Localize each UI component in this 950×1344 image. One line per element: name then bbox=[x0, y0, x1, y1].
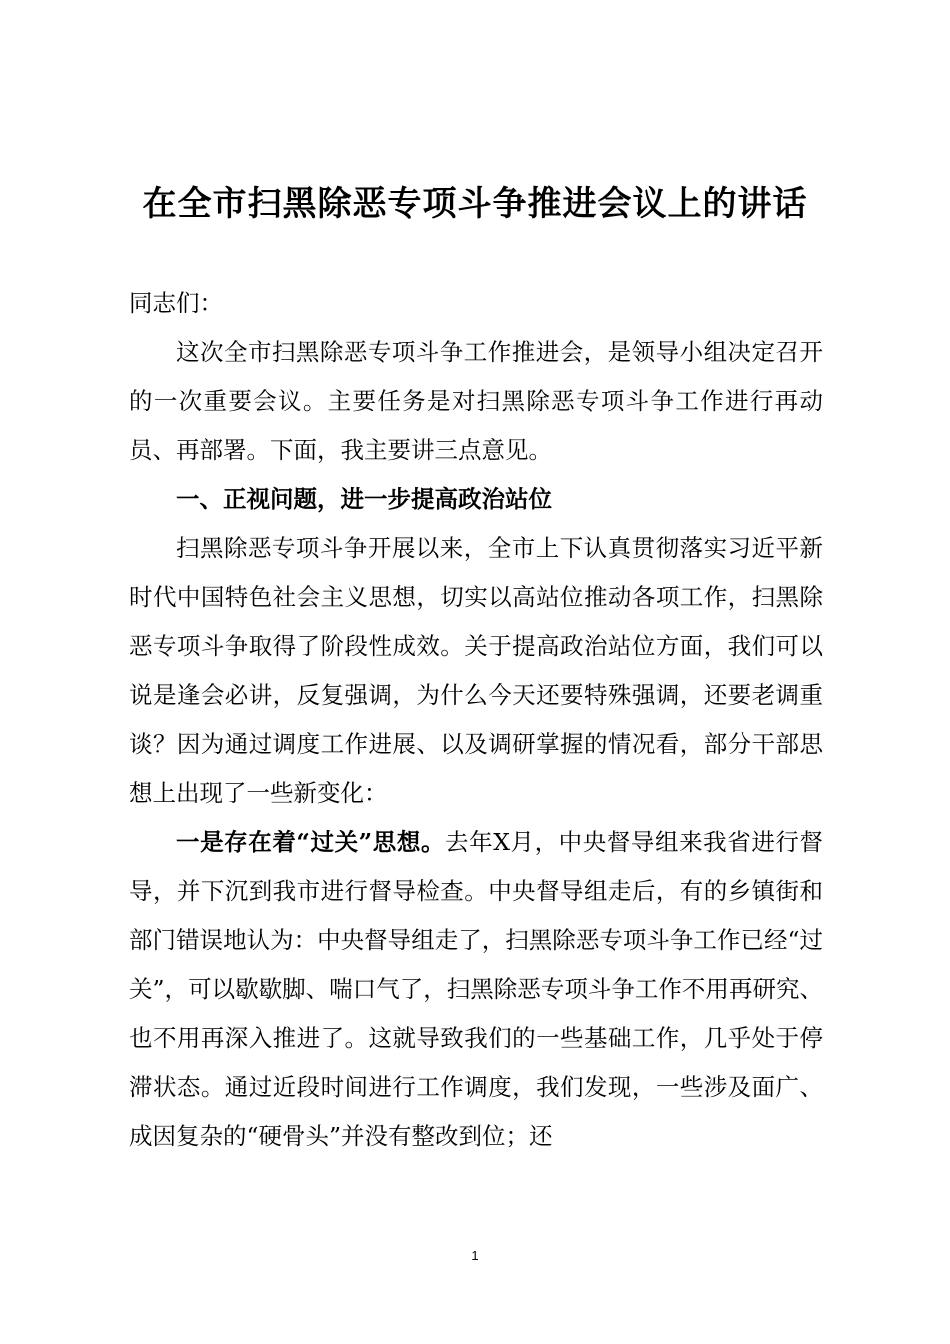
salutation: 同志们： bbox=[129, 289, 223, 317]
paragraph-lead: 一是存在着“过关”思想。 bbox=[176, 828, 446, 856]
intro-paragraph: 这次全市扫黑除恶专项斗争工作推进会，是领导小组决定召开的一次重要会议。主要任务是对扫黑除恶专项斗争工作进行再动员、再部署。下面，我主要讲三点意见。 bbox=[129, 338, 823, 464]
section-heading: 一、正视问题，进一步提高政治站位 bbox=[176, 485, 552, 513]
document-body bbox=[129, 279, 823, 1161]
page-number: 1 bbox=[471, 1248, 479, 1263]
body-paragraph: 扫黑除恶专项斗争开展以来，全市上下认真贯彻落实习近平新时代中国特色社会主义思想，切实以高站位推动各项工作，扫黑除恶专项斗争取得了阶段性成效。关于提高政治站位方面，我们可以说是逢会必讲，反复强调，为什么今天还要特殊强调，还要老调重谈？因为通过调度工作进展、以及调研掌握的情况看，部分干部思想上出现了一些新变化： bbox=[129, 534, 823, 807]
document-title: 在全市扫黑除恶专项斗争推进会议上的讲话 bbox=[142, 184, 808, 224]
paragraph-text: 去年X月，中央督导组来我省进行督导，并下沉到我市进行督导检查。中央督导组走后，有的乡镇街和部门错误地认为：中央督导组走了，扫黑除恶专项斗争工作已经“过关”，可以歇歇脚、喘口气了，扫黑除恶专项斗争工作不用再研究、也不用再深入推进了。这就导致我们的一些基础工作，几乎处于停滞状态。通过近段时间进行工作调度，我们发现，一些涉及面广、成因复杂的“硬骨头”并没有整改到位；还 bbox=[129, 828, 823, 1150]
body-paragraph bbox=[129, 818, 823, 1161]
